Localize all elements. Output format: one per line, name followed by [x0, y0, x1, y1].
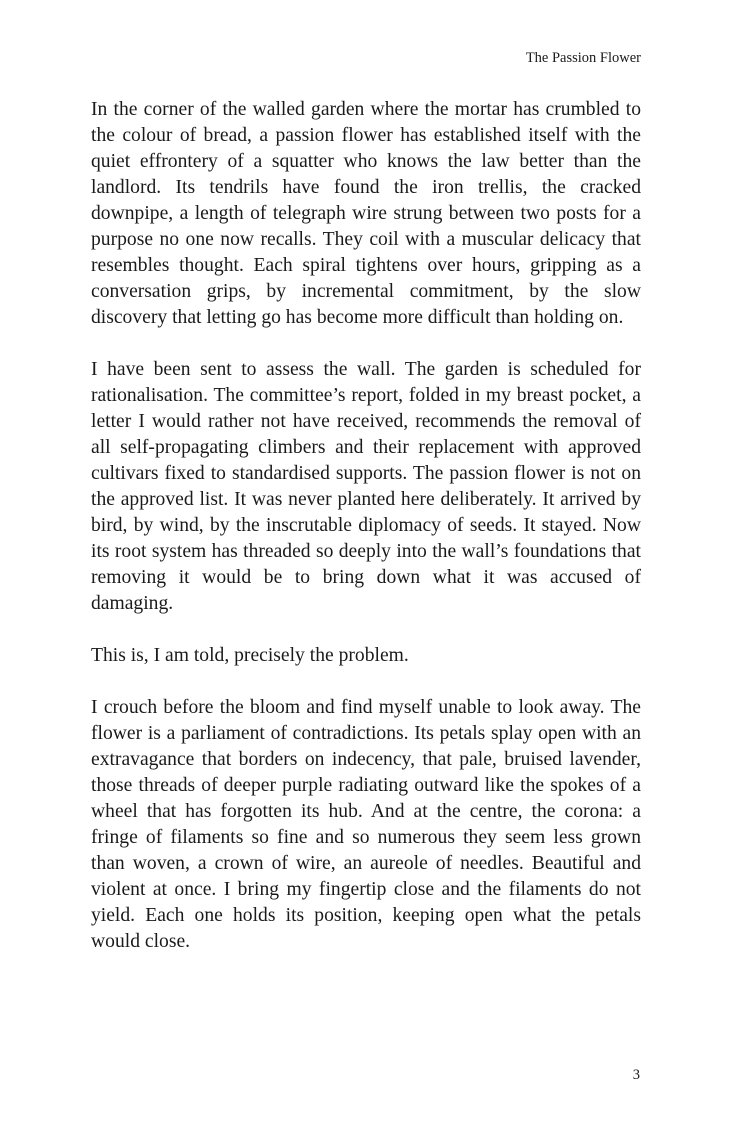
paragraph-1: In the corner of the walled garden where the mortar has crumbled to the colour of bread, a passion flower has established itself with the quiet effrontery of a squatter who knows the law better than the landlord. Its tendrils have found the iron trellis, the cracked downpipe, a length of telegraph wire strung between two posts for a purpose no one now recalls. They coil with a muscular delicacy that resembles thought. Each spiral tightens over hours, gripping as a conversation grips, by incremental commitment, by the slow discovery that letting go has become more difficult than holding on. — [91, 99, 641, 328]
page-number: 3 — [632, 1067, 640, 1083]
body-text — [91, 97, 641, 955]
paragraph-4: I crouch before the bloom and find myself unable to look away. The flower is a parliament of contradictions. Its petals splay open with an extravagance that borders on indecency, that pale, bruised lavender, those threads of deeper purple radiating outward like the spokes of a wheel that has forgotten its hub. And at the centre, the corona: a fringe of filaments so fine and so numerous they seem less grown than woven, a crown of wire, an aureole of needles. Beautiful and violent at once. I bring my fingertip close and the filaments do not yield. Each one holds its position, keeping open what the petals would close. — [91, 697, 641, 952]
paragraph-2: I have been sent to assess the wall. The garden is scheduled for rationalisation. The committee’s report, folded in my breast pocket, a letter I would rather not have received, recommends the removal of all self-propagating climbers and their replacement with approved cultivars fixed to standardised supports. The passion flower is not on the approved list. It was never planted here deliberately. It arrived by bird, by wind, by the inscrutable diplomacy of seeds. It stayed. Now its root system has threaded so deeply into the wall’s foundations that removing it would be to bring down what it was accused of damaging. — [91, 359, 641, 614]
paragraph-3: This is, I am told, precisely the problem. — [91, 645, 409, 666]
running-head: The Passion Flower — [525, 50, 641, 66]
